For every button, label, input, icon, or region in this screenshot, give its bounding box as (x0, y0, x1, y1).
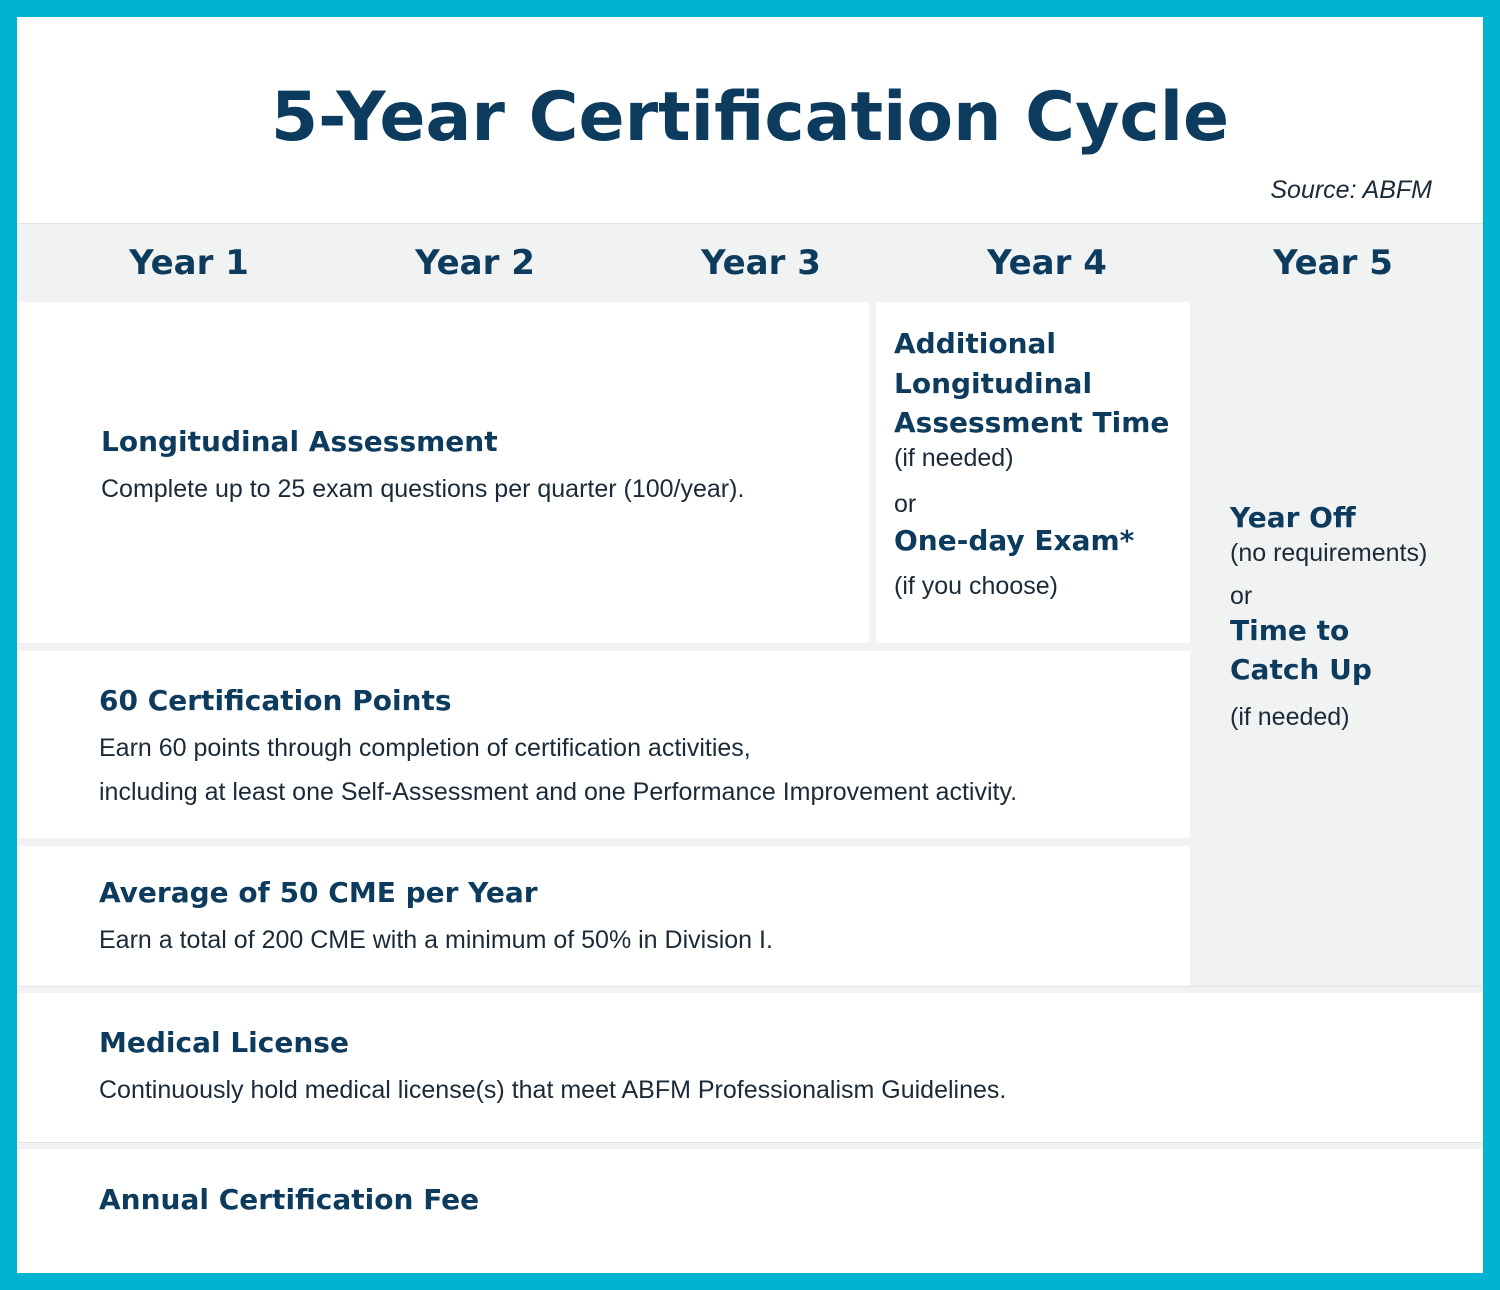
year-5-if-needed: (if needed) (1230, 703, 1350, 731)
annual-fee-heading: Annual Certification Fee (99, 1183, 480, 1216)
catch-up-heading-line1: Time to (1230, 614, 1350, 647)
year-1-label: Year 1 (129, 243, 249, 283)
year-4-or: or (894, 490, 917, 518)
medical-license-text: Continuously hold medical license(s) that meet ABFM Professionalism Guidelines. (99, 1076, 1007, 1104)
medical-license-heading: Medical License (99, 1026, 349, 1059)
additional-la-heading-line3: Assessment Time (894, 406, 1170, 439)
source-note: Source: ABFM (1270, 176, 1432, 204)
year-5-label: Year 5 (1273, 243, 1393, 283)
year-3-label: Year 3 (701, 243, 821, 283)
year-5-or: or (1230, 582, 1253, 610)
additional-la-heading-line1: Additional (894, 327, 1056, 360)
row-divider (17, 838, 1190, 846)
longitudinal-assessment-text: Complete up to 25 exam questions per quarter (100/year). (101, 475, 745, 503)
row-divider (17, 1142, 1483, 1149)
additional-la-heading-line2: Longitudinal (894, 367, 1093, 400)
one-day-exam-heading: One-day Exam* (894, 524, 1135, 557)
certification-points-heading: 60 Certification Points (99, 684, 452, 717)
year-2-label: Year 2 (415, 243, 535, 283)
year-4-if-you-choose: (if you choose) (894, 572, 1058, 600)
year-off-note: (no requirements) (1230, 539, 1428, 567)
row-divider (17, 643, 1190, 651)
cme-text: Earn a total of 200 CME with a minimum of 50% in Division I. (99, 926, 773, 954)
year-4-if-needed: (if needed) (894, 444, 1014, 472)
cme-heading: Average of 50 CME per Year (99, 876, 538, 909)
year-off-heading: Year Off (1230, 501, 1356, 534)
row-divider (17, 986, 1483, 993)
certification-points-text-line2: including at least one Self-Assessment and one Performance Improvement activity. (99, 778, 1018, 806)
longitudinal-assessment-heading: Longitudinal Assessment (101, 425, 498, 458)
year-4-label: Year 4 (987, 243, 1107, 283)
certification-points-text-line1: Earn 60 points through completion of certification activities, (99, 734, 751, 762)
year-4-divider (869, 301, 876, 644)
page-title: 5-Year Certification Cycle (270, 78, 1230, 157)
catch-up-heading-line2: Catch Up (1230, 653, 1372, 686)
